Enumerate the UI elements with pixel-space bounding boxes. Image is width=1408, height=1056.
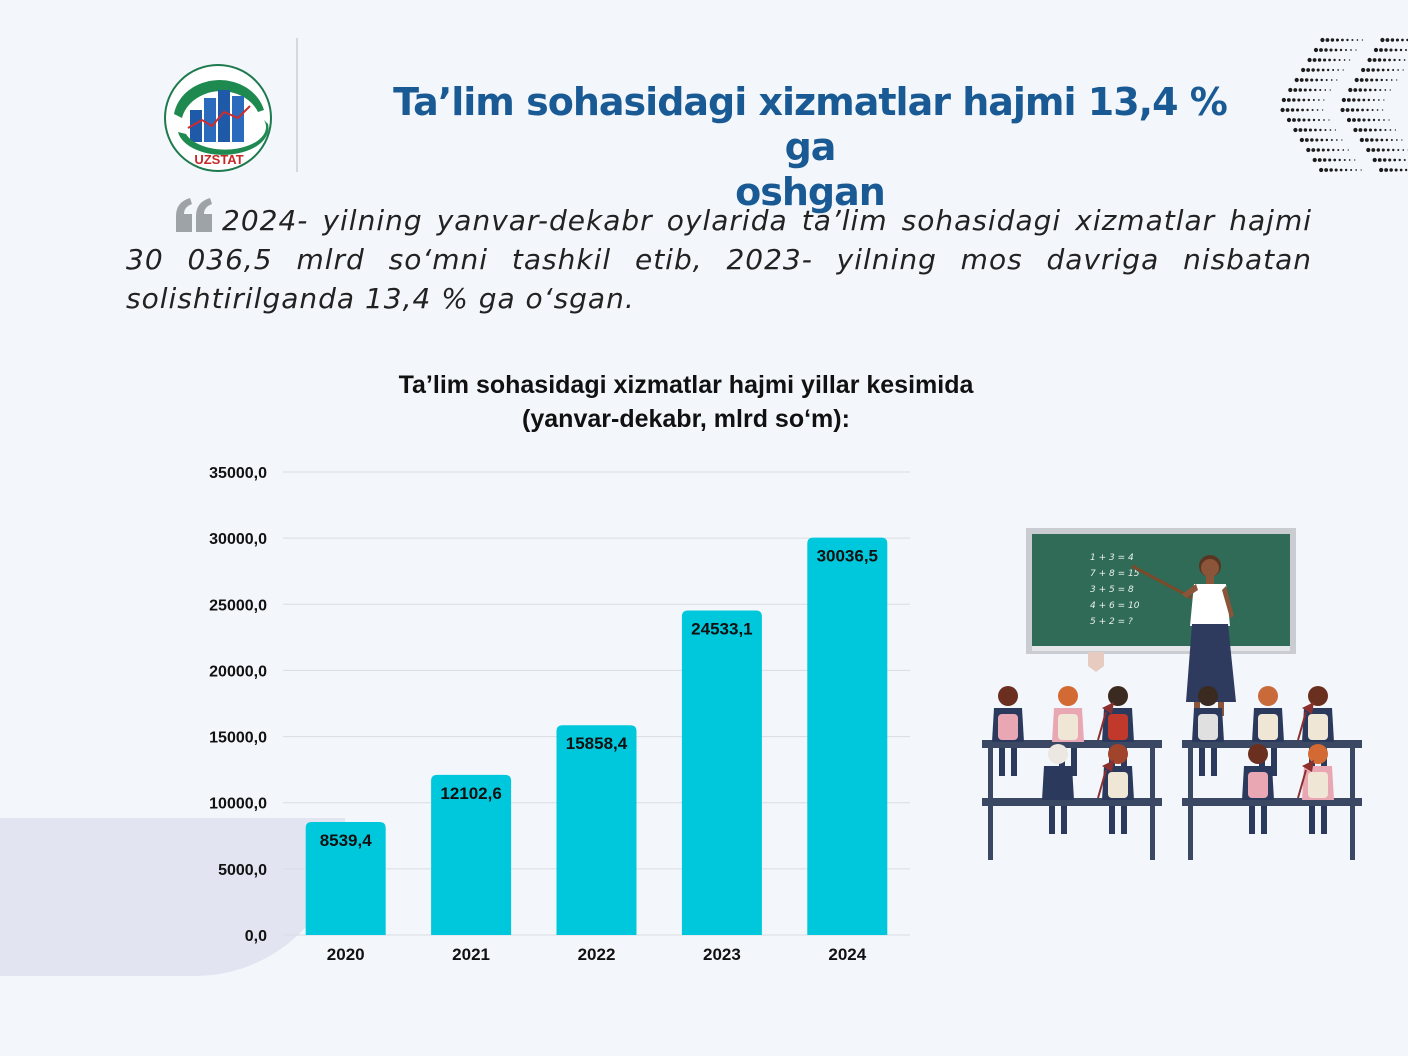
blackboard	[1032, 534, 1290, 648]
data-label: 15858,4	[565, 734, 628, 754]
page-title-line1: Ta’lim sohasidagi xizmatlar hajmi 13,4 % ga	[393, 80, 1227, 169]
y-tick-label: 20000,0	[209, 663, 267, 681]
y-tick-label: 30000,0	[209, 531, 267, 549]
logo-text: UZSTAT	[194, 152, 244, 167]
y-tick-label: 5000,0	[218, 861, 267, 879]
board-equation: 3 + 5 = 8	[1090, 585, 1134, 595]
page-title-line2: oshgan	[735, 170, 885, 214]
uzstat-logo	[160, 62, 278, 174]
students-group	[982, 686, 1362, 860]
x-tick-label: 2020	[326, 945, 365, 964]
quote-icon	[174, 198, 214, 232]
x-tick-label: 2021	[452, 945, 491, 964]
lead-text: 2024- yilning yanvar-dekabr oylarida ta’lim sohasidagi xizmatlar hajmi 30 036,5 mlrd so‘mni tashkil etib, 2023- yilning mos davriga nisbatan solishtirilganda 13,4 % ga o‘sgan.	[126, 204, 1312, 315]
board-equation: 7 + 8 = 15	[1090, 569, 1140, 579]
y-tick-label: 25000,0	[209, 597, 267, 615]
bar-2022	[557, 725, 637, 935]
page-title	[380, 80, 1240, 215]
lead-paragraph	[126, 198, 1312, 318]
board-equation: 1 + 3 = 4	[1090, 553, 1134, 563]
y-tick-label: 0,0	[244, 928, 267, 945]
x-tick-label: 2023	[702, 945, 741, 964]
y-tick-label: 35000,0	[209, 465, 267, 482]
chart-title-line2: (yanvar-dekabr, mlrd so‘m):	[522, 405, 850, 433]
data-label: 30036,5	[816, 546, 879, 566]
chart-title	[336, 368, 1036, 436]
data-label: 12102,6	[440, 783, 502, 803]
bar-2023	[682, 610, 762, 935]
raised-hand-bubble	[1088, 652, 1104, 672]
x-tick-label: 2024	[828, 945, 867, 964]
chart-title-line1: Ta’lim sohasidagi xizmatlar hajmi yillar kesimida	[398, 371, 974, 399]
data-label: 24533,1	[691, 619, 753, 639]
bar-chart	[180, 455, 940, 975]
board-equation: 4 + 6 = 10	[1090, 601, 1140, 611]
classroom-illustration	[972, 520, 1372, 865]
y-tick-label: 10000,0	[209, 795, 267, 813]
board-equation: 5 + 2 = ?	[1090, 617, 1133, 627]
y-tick-label: 15000,0	[209, 729, 267, 747]
dotted-chevrons-decoration	[1278, 36, 1408, 176]
bar-2024	[807, 538, 887, 935]
data-label: 8539,4	[319, 831, 372, 851]
header-divider	[296, 38, 298, 172]
x-tick-label: 2022	[577, 945, 616, 964]
